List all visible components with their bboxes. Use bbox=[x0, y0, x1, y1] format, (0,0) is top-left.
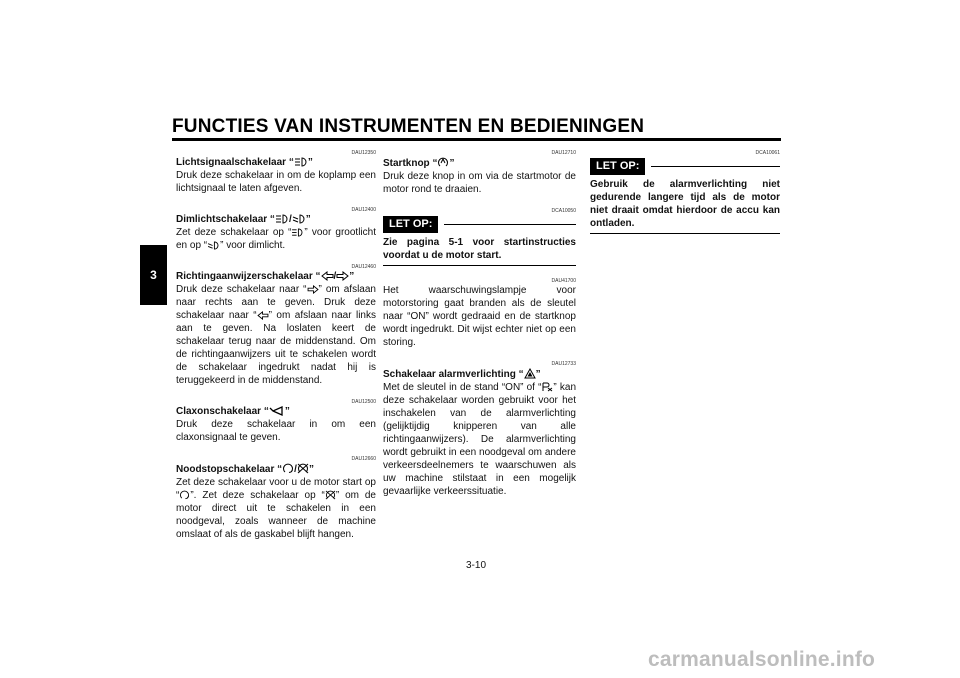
heading-text: ” bbox=[349, 271, 355, 282]
block-heading bbox=[383, 368, 576, 381]
note-end-rule bbox=[590, 233, 780, 234]
headlight-icon bbox=[294, 157, 308, 167]
note-end-rule bbox=[383, 265, 576, 266]
block-heading bbox=[176, 463, 376, 476]
heading-text: Dimlichtschakelaar “ bbox=[176, 214, 275, 225]
ref-code: DAU41700 bbox=[551, 278, 576, 284]
heading-text: ” bbox=[308, 464, 314, 475]
arrow-right-icon bbox=[333, 271, 349, 282]
heading-text: ” bbox=[307, 157, 313, 168]
ref-code: DAU12350 bbox=[351, 150, 376, 156]
page-number: 3-10 bbox=[466, 560, 487, 571]
block-claxon bbox=[176, 399, 376, 444]
heading-text: ” bbox=[449, 158, 455, 169]
block-heading bbox=[176, 214, 376, 226]
ref-code: DCA10061 bbox=[755, 150, 780, 156]
note-start bbox=[383, 208, 576, 266]
block-heading bbox=[176, 406, 376, 418]
note-rule bbox=[651, 166, 780, 167]
column-2 bbox=[383, 150, 576, 510]
watermark: carmanualsonline.info bbox=[648, 648, 876, 671]
block-dimlicht bbox=[176, 207, 376, 252]
ref-code: DAU12460 bbox=[351, 264, 376, 270]
heading-text: ” bbox=[535, 369, 541, 380]
engine-run-icon bbox=[179, 490, 190, 500]
engine-stop-icon bbox=[325, 490, 336, 500]
ref-code: DAU12500 bbox=[351, 399, 376, 405]
heading-text: ” bbox=[284, 406, 290, 417]
heading-text: Richtingaanwijzerschakelaar “ bbox=[176, 271, 321, 282]
ref-code: DAU12733 bbox=[551, 361, 576, 367]
note-rule bbox=[444, 224, 576, 225]
ref-code: DCA10050 bbox=[551, 208, 576, 214]
block-alarmverlichting bbox=[383, 361, 576, 498]
arrow-right-icon bbox=[307, 285, 319, 294]
column-1 bbox=[176, 150, 376, 553]
block-waarschuwing bbox=[383, 278, 576, 349]
note-label: LET OP: bbox=[590, 158, 645, 175]
heading-text: Lichtsignaalschakelaar “ bbox=[176, 157, 294, 168]
ref-code: DAU12710 bbox=[551, 150, 576, 156]
low-beam-icon bbox=[292, 214, 306, 224]
block-text: Druk deze schakelaar in om een claxonsignaal te geven. bbox=[176, 419, 376, 443]
block-heading bbox=[176, 157, 376, 169]
block-text: Druk deze schakelaar naar “ ” om afslaan naar rechts aan te geven. Druk deze schakelaar naar “ ” om afslaan naar links aan te geven. Na loslaten keert de schakelaar terug naar de middenstand. Om de richtingaanwijzers uit te schakelen wordt de schakelaar ingedrukt nadat hij is teruggekeerd in de middenstand. bbox=[176, 284, 376, 386]
heading-separator: / bbox=[333, 271, 337, 282]
header-rule bbox=[172, 138, 781, 141]
ref-code: DAU12660 bbox=[351, 456, 376, 462]
block-text: Zet deze schakelaar voor u de motor start op “ ”. Zet deze schakelaar op “ ” om de motor direct uit te schakelen in een noodgeval, zoals wanneer de machine omslaat of als de gaskabel blijft hangen. bbox=[176, 477, 376, 540]
heading-separator: / bbox=[288, 214, 292, 225]
block-text: Het waarschuwingslampje voor motorstoring gaat branden als de sleutel naar “ON” wordt gedraaid en de startknop wordt ingedrukt. Dit wijst echter niet op een storing. bbox=[383, 285, 576, 348]
note-text: Zie pagina 5-1 voor startinstructies voordat u de motor start. bbox=[383, 237, 576, 261]
arrow-left-icon bbox=[257, 311, 269, 320]
section-tab: 3 bbox=[140, 245, 167, 305]
note-text: Gebruik de alarmverlichting niet gedurende langere tijd als de motor niet draait omdat hierdoor de accu kan ontladen. bbox=[590, 179, 780, 229]
note-alarm bbox=[590, 150, 780, 234]
block-richtingaanwijzer bbox=[176, 264, 376, 387]
block-heading bbox=[383, 157, 576, 170]
heading-separator: / bbox=[294, 464, 297, 475]
block-text: Zet deze schakelaar op “ ” voor grootlicht en op “ ” voor dimlicht. bbox=[176, 227, 376, 251]
heading-text: Claxonschakelaar “ bbox=[176, 406, 269, 417]
horn-icon bbox=[269, 406, 285, 416]
parking-key-icon bbox=[541, 382, 553, 392]
block-noodstop bbox=[176, 456, 376, 541]
column-3 bbox=[590, 150, 780, 246]
hazard-icon bbox=[524, 368, 536, 379]
block-lichtsignaal bbox=[176, 150, 376, 195]
block-text: Druk deze knop in om via de startmotor de motor rond te draaien. bbox=[383, 171, 576, 195]
block-heading bbox=[176, 271, 376, 283]
block-text: Met de sleutel in de stand “ON” of “ ” kan deze schakelaar worden gebruikt voor het inschakelen van de alarmverlichting (gelijktijdig knipperen van alle richtingaanwijzers). De alarmverlichting wordt gebruikt in een noodgeval om andere verkeersdeelnemers te waarschuwen als uw machine stilstaat in een mogelijk gevaarlijke verkeerssituatie. bbox=[383, 382, 577, 497]
arrow-left-icon bbox=[321, 271, 334, 281]
heading-text: Startknop “ bbox=[383, 158, 438, 169]
note-label: LET OP: bbox=[383, 216, 438, 233]
heading-text: Schakelaar alarmverlichting “ bbox=[383, 369, 524, 380]
start-icon bbox=[437, 157, 449, 168]
ref-code: DAU12400 bbox=[351, 207, 376, 213]
engine-stop-icon bbox=[297, 463, 309, 474]
heading-text: Noodstopschakelaar “ bbox=[176, 464, 283, 475]
high-beam-icon bbox=[275, 214, 289, 224]
block-text: Druk deze schakelaar in om de koplamp een lichtsignaal te laten afgeven. bbox=[176, 170, 376, 194]
engine-run-icon bbox=[282, 463, 294, 474]
heading-text: ” bbox=[305, 214, 311, 225]
high-beam-icon bbox=[291, 228, 304, 237]
page-title: FUNCTIES VAN INSTRUMENTEN EN BEDIENINGEN bbox=[172, 116, 645, 137]
low-beam-icon bbox=[207, 241, 220, 250]
block-startknop bbox=[383, 150, 576, 196]
